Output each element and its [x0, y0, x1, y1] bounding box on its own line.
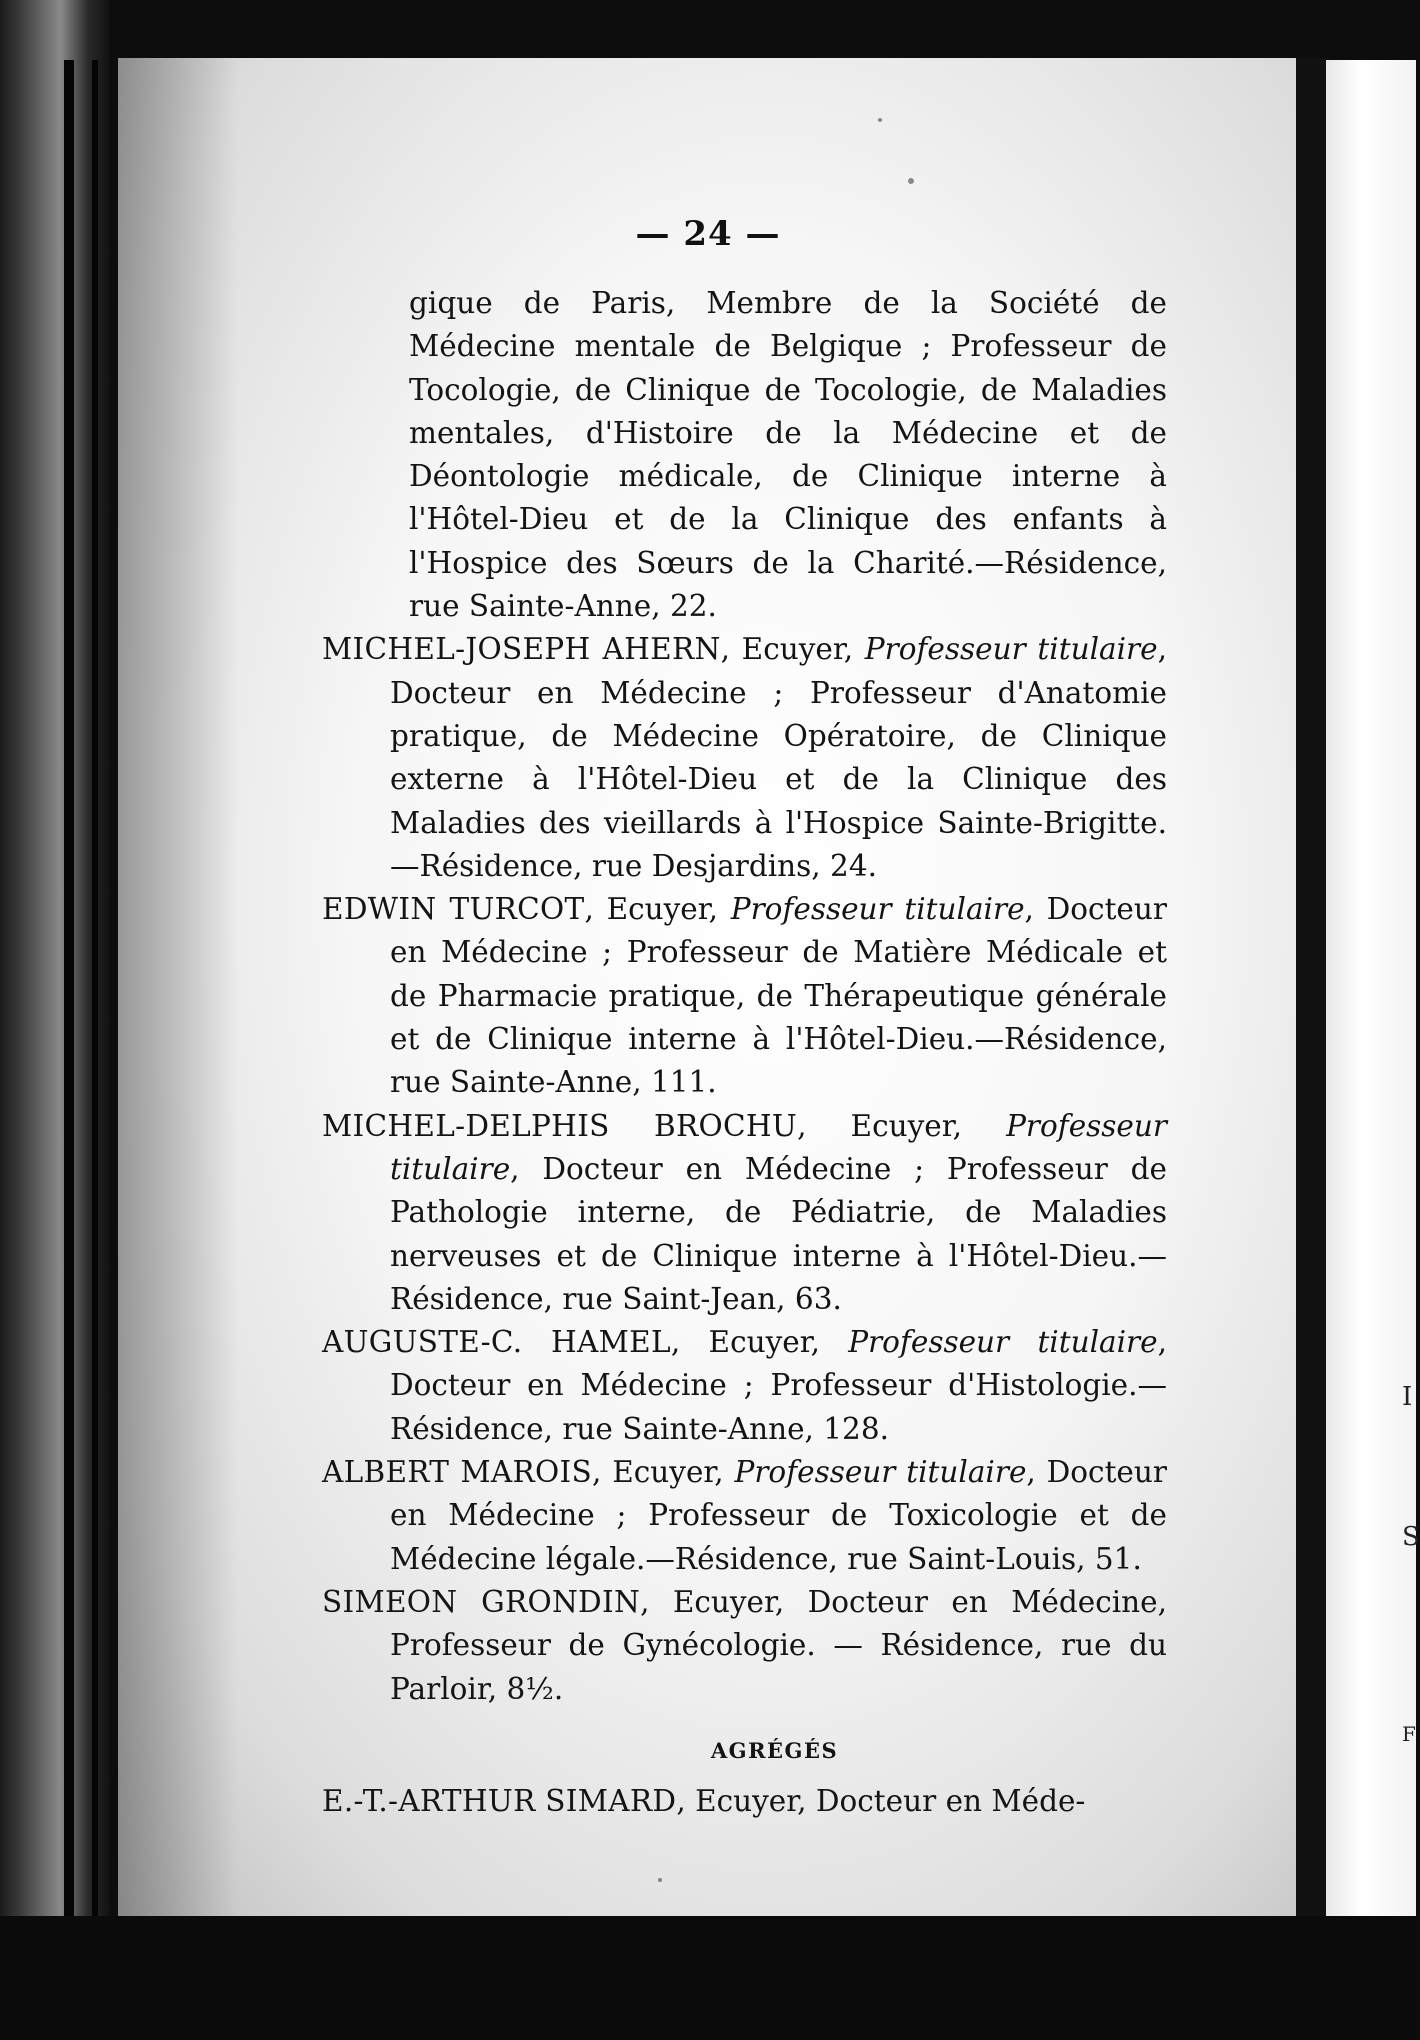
- faculty-title: Professeur titulaire: [864, 632, 1158, 667]
- agrege-details: , Ecuyer, Docteur en Méde-: [676, 1784, 1086, 1819]
- faculty-name: EDWIN TURCOT: [322, 892, 585, 927]
- page-gutter-right: [1296, 58, 1326, 1916]
- facing-page-letter: S: [1402, 1522, 1420, 1552]
- spine-edge-line: [64, 60, 74, 1920]
- spine-edge-line: [92, 60, 98, 1920]
- faculty-name: SIMEON GRONDIN: [322, 1584, 641, 1619]
- page-body: [322, 282, 1167, 1823]
- faculty-pre: , Ecuyer,: [797, 1108, 1007, 1143]
- page-number: — 24 —: [635, 214, 781, 254]
- faculty-pre: , Ecuyer,: [670, 1325, 849, 1360]
- agrege-entry: [322, 1780, 1167, 1823]
- paper-smudge: [878, 118, 882, 122]
- faculty-entry: [322, 628, 1167, 888]
- faculty-details: , Docteur en Médecine ; Professeur d'Anatomie pratique, de Médecine Opératoire, de Clinique externe à l'Hôtel-Dieu et de la Clinique des Maladies des vieillards à l'Hospice Sainte-Brigitte.—Résidence, rue Desjardins, 24.: [390, 632, 1167, 883]
- facing-page-letter: I: [1402, 1382, 1413, 1412]
- paper-smudge: [908, 178, 914, 184]
- facing-page-letter: F: [1402, 1722, 1416, 1746]
- faculty-name: ALBERT MAROIS: [322, 1455, 592, 1490]
- faculty-name: MICHEL-DELPHIS BROCHU: [322, 1108, 798, 1143]
- scan-bottom-shadow: [0, 1916, 1416, 2040]
- faculty-title: Professeur titulaire: [848, 1325, 1158, 1360]
- faculty-title: Professeur titulaire: [730, 892, 1025, 927]
- faculty-entry: [322, 1451, 1167, 1581]
- section-heading-agreges: AGRÉGÉS: [710, 1737, 839, 1763]
- faculty-pre: , Ecuyer,: [720, 632, 865, 667]
- paper-smudge: [658, 1878, 662, 1882]
- faculty-entry: [322, 1581, 1167, 1711]
- faculty-details: , Docteur en Médecine ; Professeur de Toxicologie et de Médecine légale.—Résidence, rue Saint-Louis, 51.: [390, 1455, 1167, 1576]
- faculty-pre: , Ecuyer,: [592, 1455, 735, 1490]
- faculty-details: , Docteur en Médecine ; Professeur de Pathologie interne, de Pédiatrie, de Maladies nerveuses et de Clinique interne à l'Hôtel-Dieu.—Résidence, rue Saint-Jean, 63.: [390, 1151, 1167, 1316]
- faculty-pre: , Ecuyer,: [584, 892, 731, 927]
- faculty-entry: [322, 1105, 1167, 1321]
- faculty-details: , Ecuyer, Docteur en Médecine, Professeur de Gynécologie. — Résidence, rue du Parloir, 8½.: [390, 1584, 1167, 1706]
- faculty-name: MICHEL-JOSEPH AHERN: [322, 632, 721, 667]
- continuation-paragraph: gique de Paris, Membre de la Société de Médecine mentale de Belgique ; Professeur de Tocologie, de Clinique de Tocologie, de Maladies mentales, d'Histoire de la Médecine et de Déontologie médicale, de Clinique interne à l'Hôtel-Dieu et de la Clinique des enfants à l'Hospice des Sœurs de la Charité.—Résidence, rue Sainte-Anne, 22.: [409, 286, 1167, 624]
- faculty-entry: [322, 1321, 1167, 1451]
- faculty-name: AUGUSTE-C. HAMEL: [322, 1325, 671, 1360]
- faculty-details: , Docteur en Médecine ; Professeur de Matière Médicale et de Pharmacie pratique, de Thérapeutique générale et de Clinique interne à l'Hôtel-Dieu.—Résidence, rue Sainte-Anne, 111.: [390, 892, 1167, 1100]
- faculty-title: Professeur titulaire: [734, 1455, 1027, 1490]
- faculty-title: Professeur titulaire: [390, 1108, 1167, 1186]
- facing-page-edge: [1326, 60, 1416, 1920]
- agrege-name: E.-T.-ARTHUR SIMARD: [322, 1784, 677, 1819]
- faculty-entry: [322, 888, 1167, 1104]
- faculty-details: , Docteur en Médecine ; Professeur d'Histologie.—Résidence, rue Sainte-Anne, 128.: [390, 1325, 1167, 1446]
